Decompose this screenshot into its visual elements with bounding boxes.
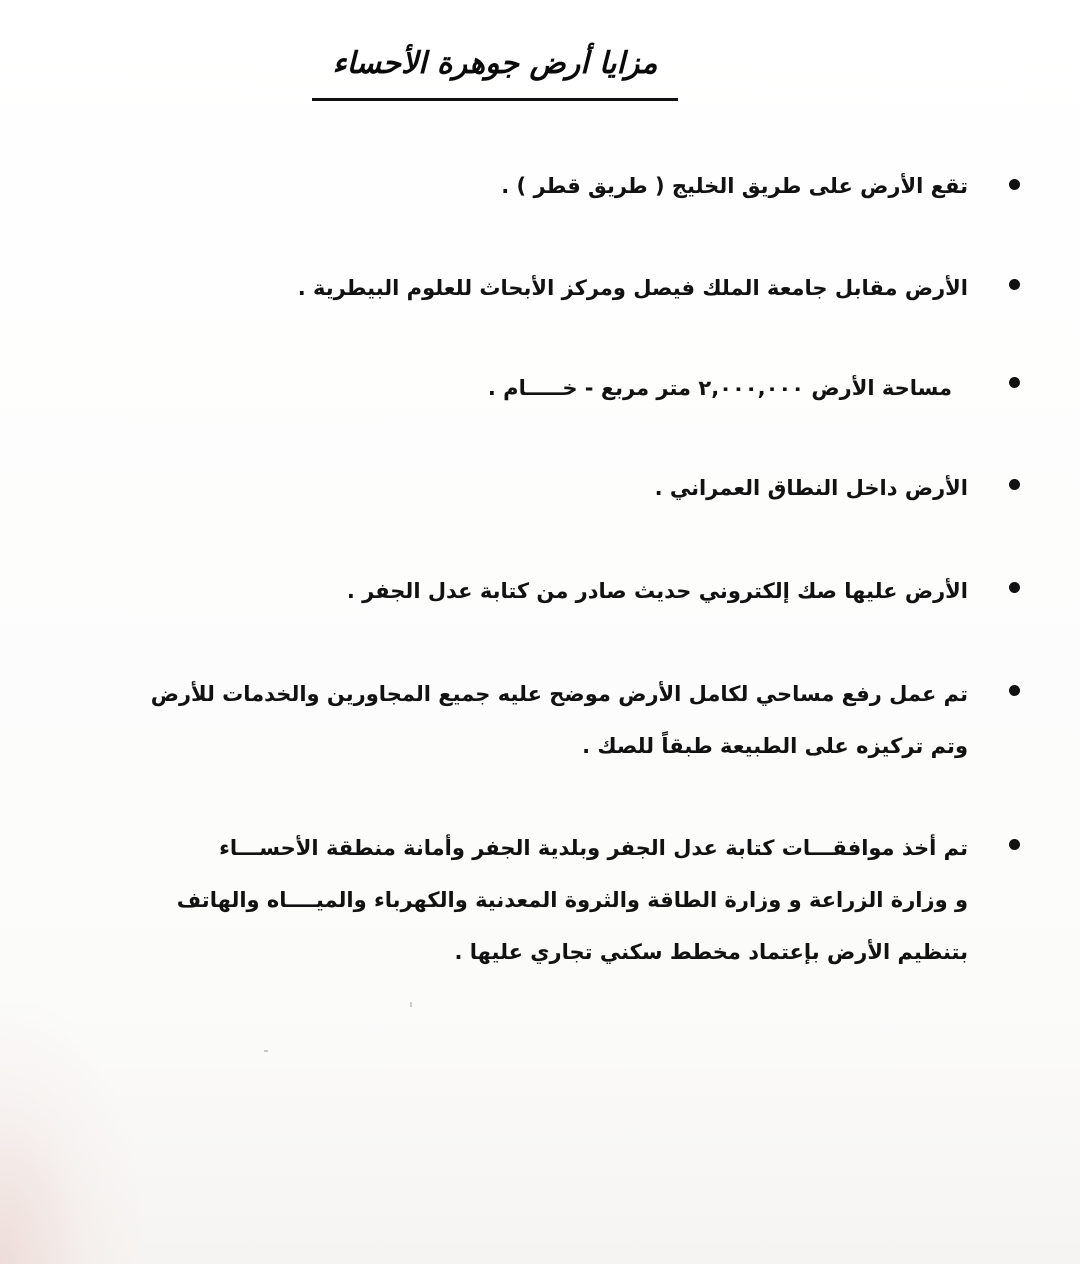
text-line: تم أخذ موافقـــات كتابة عدل الجفر وبلدية الجفر وأمانة منطقة الأحســـاء: [219, 836, 968, 860]
bullet-icon: [1009, 839, 1020, 850]
list-item-text: [102, 362, 952, 414]
text-line: مساحة الأرض ٢,٠٠٠,٠٠٠ متر مربع - خـــــام .: [487, 376, 952, 400]
text-line: تقع الأرض على طريق الخليج ( طريق قطر ) .: [501, 174, 968, 198]
bullet-icon: [1009, 685, 1020, 696]
list-item-text: [108, 668, 968, 772]
list-item-text: [118, 462, 968, 514]
document-title: مزايا أرض جوهرة الأحساء: [332, 46, 658, 81]
bullet-icon: [1009, 179, 1020, 190]
bullet-icon: [1009, 279, 1020, 290]
text-line: بتنظيم الأرض بإعتماد مخطط سكني تجاري عليها .: [454, 940, 968, 964]
bullet-icon: [1009, 479, 1020, 490]
scan-speck: [410, 1002, 412, 1007]
list-item-text: [118, 262, 968, 314]
text-line: الأرض داخل النطاق العمراني .: [654, 476, 968, 500]
text-line: الأرض عليها صك إلكتروني حديث صادر من كتابة عدل الجفر .: [346, 579, 968, 603]
scan-speck: [264, 1050, 268, 1052]
list-item-text: [108, 822, 968, 978]
text-line: الأرض مقابل جامعة الملك فيصل ومركز الأبحاث للعلوم البيطرية .: [297, 276, 968, 300]
text-line: تم عمل رفع مساحي لكامل الأرض موضح عليه جميع المجاورين والخدمات للأرض: [150, 682, 968, 706]
list-item-text: [118, 160, 968, 212]
bullet-icon: [1009, 377, 1020, 388]
bullet-icon: [1009, 582, 1020, 593]
text-line: وتم تركيزه على الطبيعة طبقاً للصك .: [582, 734, 968, 758]
list-item-text: [118, 565, 968, 617]
text-line: و وزارة الزراعة و وزارة الطاقة والثروة المعدنية والكهرباء والميــــاه والهاتف: [176, 888, 968, 912]
